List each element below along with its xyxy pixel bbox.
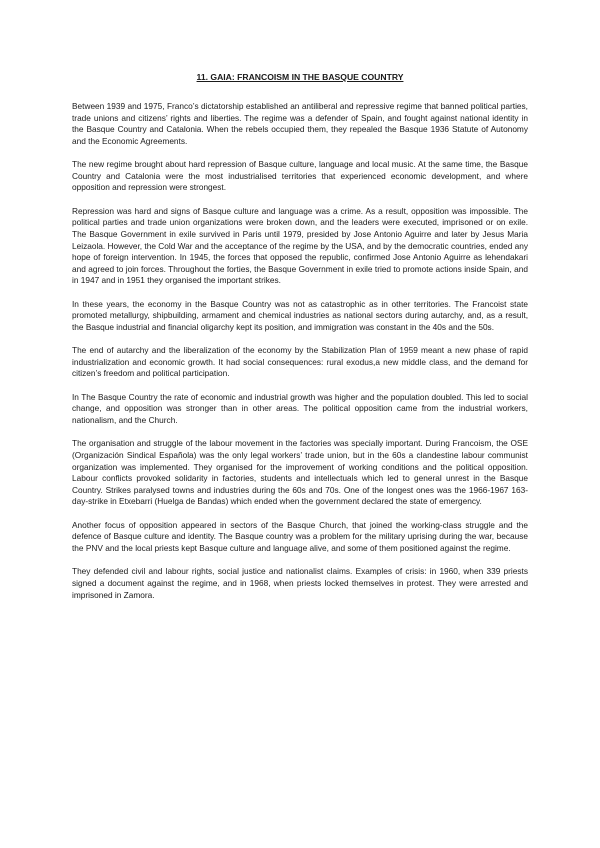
paragraph-liberalization: The end of autarchy and the liberalization of the economy by the Stabilization Plan of 1959 meant a new phase of rapid industrialization and economic growth. It had social consequences: rural exodus,a new middle class, and the demand for citizen’s freedom and political participation. — [72, 345, 528, 379]
paragraph-labour-movement: The organisation and struggle of the labour movement in the factories was specially important. During Francoism, the OSE (Organización Sindical Española) was the only legal workers’ trade union, but in the 60s a clandestine labour communist organization was implemented. They organised for the improvement of working conditions and the political opposition. Labour conflicts provoked solidarity in factories, students and intellectuals which led to general unrest in the Basque Country. Strikes paralysed towns and industries during the 60s and 70s. One of the longest ones was the 1966-1967 163-day-strike in Etxebarri (Huelga de Bandas) which ended when the government declared the state of emergency. — [72, 438, 528, 507]
paragraph-priests: They defended civil and labour rights, social justice and nationalist claims. Examples of crisis: in 1960, when 339 priests signed a document against the regime, and in 1968, when priests locked themselves in protest. They were arrested and imprisoned in Zamora. — [72, 566, 528, 600]
paragraph-economy: In these years, the economy in the Basque Country was not as catastrophic as in other territories. The Francoist state promoted metallurgy, shipbuilding, armament and chemical industries as national sectors during autarchy, and, as a result, the Basque industrial and financial oligarchy kept its position, and immigration was constant in the 40s and the 50s. — [72, 298, 528, 332]
paragraph-repression-culture: The new regime brought about hard repression of Basque culture, language and local music. At the same time, the Basque Country and Catalonia were the most industrialised territories that experienced economic development, and where opposition and repression were strongest. — [72, 159, 528, 193]
paragraph-church: Another focus of opposition appeared in sectors of the Basque Church, that joined the working-class struggle and the defence of Basque culture and identity. The Basque country was a problem for the military uprising during the war, because the PNV and the local priests kept Basque culture and language alive, and some of them positioned against the regime. — [72, 519, 528, 553]
paragraph-opposition-exile: Repression was hard and signs of Basque culture and language was a crime. As a result, opposition was impossible. The political parties and trade union organizations were broken down, and the leaders were executed, imprisoned or on exile. The Basque Government in exile survived in Paris until 1979, presided by Jose Antonio Aguirre and later by Jesus Maria Leizaola. However, the Cold War and the acceptance of the regime by the USA, and by the democratic countries, ended any hope of foreign intervention. In 1945, the forces that opposed the republic, confirmed Jose Antonio Aguirre as lehendakari and agreed to join forces. Throughout the forties, the Basque Government in exile tried to promote actions inside Spain, and in 1947 and in 1951 they organised the important strikes. — [72, 205, 528, 286]
document-title: 11. GAIA: FRANCOISM IN THE BASQUE COUNTRY — [196, 72, 404, 82]
paragraph-dictatorship: Between 1939 and 1975, Franco’s dictatorship established an antiliberal and repressive regime that banned political parties, trade unions and citizens’ rights and liberties. The regime was a defender of Spain, and fought against national identity in the Basque Country and Catalonia. When the rebels occupied them, they repealed the Basque 1936 Statute of Autonomy and the Economic Agreements. — [72, 101, 528, 146]
paragraph-growth: In The Basque Country the rate of economic and industrial growth was higher and the population doubled. This led to social change, and opposition was stronger than in other areas. The political opposition came from the industrial workers, nationalism, and the Church. — [72, 391, 528, 426]
